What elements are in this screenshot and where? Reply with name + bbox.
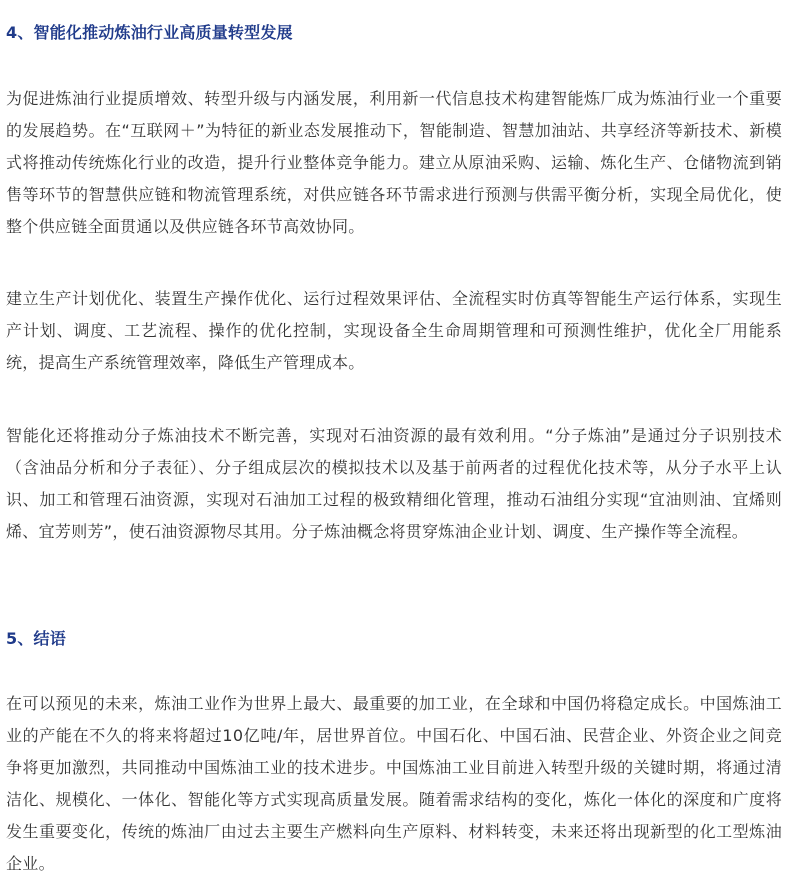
section-heading-conclusion: 5、结语 (6, 629, 66, 648)
paragraph-production-system: 建立生产计划优化、装置生产操作优化、运行过程效果评估、全流程实时仿真等智能生产运行体系，实现生产计划、调度、工艺流程、操作的优化控制，实现设备全生命周期管理和可预测性维护，优化全厂用能系统，提高生产系统管理效率，降低生产管理成本。 (6, 289, 782, 372)
section-heading-intelligent: 4、智能化推动炼油行业高质量转型发展 (6, 23, 293, 42)
paragraph-conclusion: 在可以预见的未来，炼油工业作为世界上最大、最重要的加工业，在全球和中国仍将稳定成长。中国炼油工业的产能在不久的将来将超过10亿吨/年，居世界首位。中国石化、中国石油、民营企业、外资企业之间竞争将更加激烈，共同推动中国炼油工业的技术进步。中国炼油工业目前进入转型升级的关键时期，将通过清洁化、规模化、一体化、智能化等方式实现高质量发展。随着需求结构的变化，炼化一体化的深度和广度将发生重要变化，传统的炼油厂由过去主要生产燃料向生产原料、材料转变，未来还将出现新型的化工型炼油企业。 (6, 694, 782, 873)
paragraph-smart-refinery: 为促进炼油行业提质增效、转型升级与内涵发展，利用新一代信息技术构建智能炼厂成为炼油行业一个重要的发展趋势。在“互联网＋”为特征的新业态发展推动下，智能制造、智慧加油站、共享经济等新技术、新模式将推动传统炼化行业的改造，提升行业整体竞争能力。建立从原油采购、运输、炼化生产、仓储物流到销售等环节的智慧供应链和物流管理系统，对供应链各环节需求进行预测与供需平衡分析，实现全局优化，使整个供应链全面贯通以及供应链各环节高效协同。 (6, 89, 782, 236)
paragraph-molecular-refining: 智能化还将推动分子炼油技术不断完善，实现对石油资源的最有效利用。“分子炼油”是通过分子识别技术（含油品分析和分子表征）、分子组成层次的模拟技术以及基于前两者的过程优化技术等，从分子水平上认识、加工和管理石油资源，实现对石油加工过程的极致精细化管理，推动石油组分实现“宜油则油、宜烯则烯、宜芳则芳”，使石油资源物尽其用。分子炼油概念将贯穿炼油企业计划、调度、生产操作等全流程。 (6, 426, 782, 541)
